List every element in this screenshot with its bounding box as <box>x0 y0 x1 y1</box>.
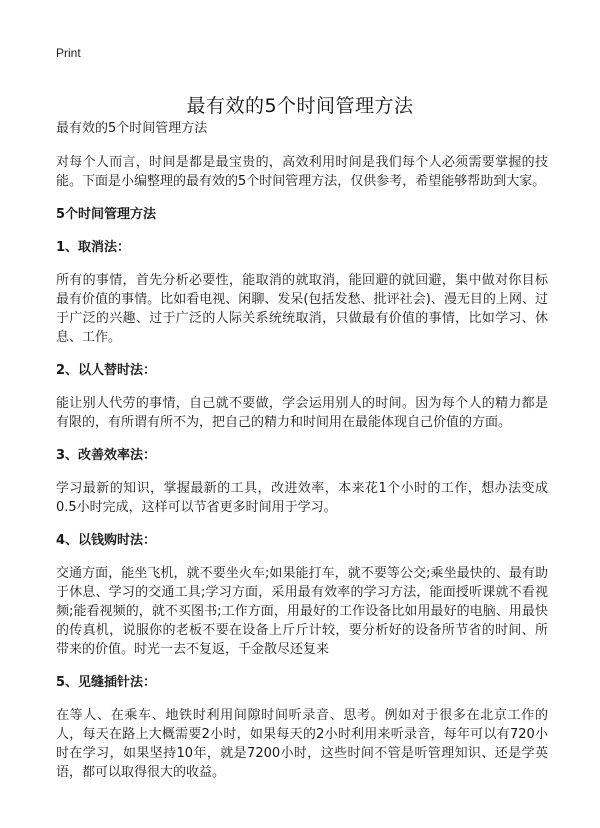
section-heading-5: 5、见缝插针法： <box>56 675 157 690</box>
document-subtitle: 最有效的5个时间管理方法 <box>56 121 208 136</box>
section-heading-2: 2、以人替时法： <box>56 363 157 378</box>
section-body-1: 所有的事情，首先分析必要性，能取消的就取消，能回避的就回避，集中做对你目标最有价值的事情。比如看电视、闲聊、发呆(包括发愁、批评社会)、漫无目的上网、过于广泛的兴趣、过于广泛的人际关系统统取消，只做最有价值的事情，比如学习、休息、工作。 <box>56 273 548 345</box>
section-heading-1: 1、取消法： <box>56 240 131 255</box>
intro-paragraph: 对每个人而言，时间是都是最宝贵的，高效利用时间是我们每个人必须需要掌握的技能。下面是小编整理的最有效的5个时间管理方法，仅供参考，希望能够帮助到大家。 <box>56 155 548 189</box>
section-body-4: 交通方面，能坐飞机，就不要坐火车;如果能打车，就不要等公交;乘坐最快的、最有助于休息、学习的交通工具;学习方面，采用最有效率的学习方法，能面授听课就不看视频;能看视频的，就不买图书;工作方面，用最好的工作设备比如用最好的电脑、用最快的传真机，说服你的老板不要在设备上斤斤计较，要分析好的设备所节省的时间、所带来的价值。时光一去不复返，千金散尽还复来 <box>56 566 548 657</box>
page-title: 最有效的5个时间管理方法 <box>186 94 414 117</box>
section-heading-4: 4、以钱购时法： <box>56 533 157 548</box>
section-heading-3: 3、改善效率法： <box>56 448 157 463</box>
section-body-3: 学习最新的知识，掌握最新的工具，改进效率，本来花1个小时的工作，想办法变成0.5小时完成，这样可以节省更多时间用于学习。 <box>56 481 548 515</box>
document-body <box>56 120 548 796</box>
main-heading: 5个时间管理方法 <box>56 207 157 222</box>
section-body-2: 能让别人代劳的事情，自己就不要做，学会运用别人的时间。因为每个人的精力都是有限的，有所谓有所不为，把自己的精力和时间用在最能体现自己价值的方面。 <box>56 396 548 430</box>
print-link[interactable]: Print <box>56 46 81 60</box>
section-body-5: 在等人、在乘车、地铁时利用间隙时间听录音、思考。例如对于很多在北京工作的人，每天在路上大概需要2小时，如果每天的2小时利用来听录音，每年可以有720小时在学习，如果坚持10年，就是7200小时，这些时间不管是听管理知识、还是学英语，都可以取得很大的收益。 <box>56 708 548 780</box>
